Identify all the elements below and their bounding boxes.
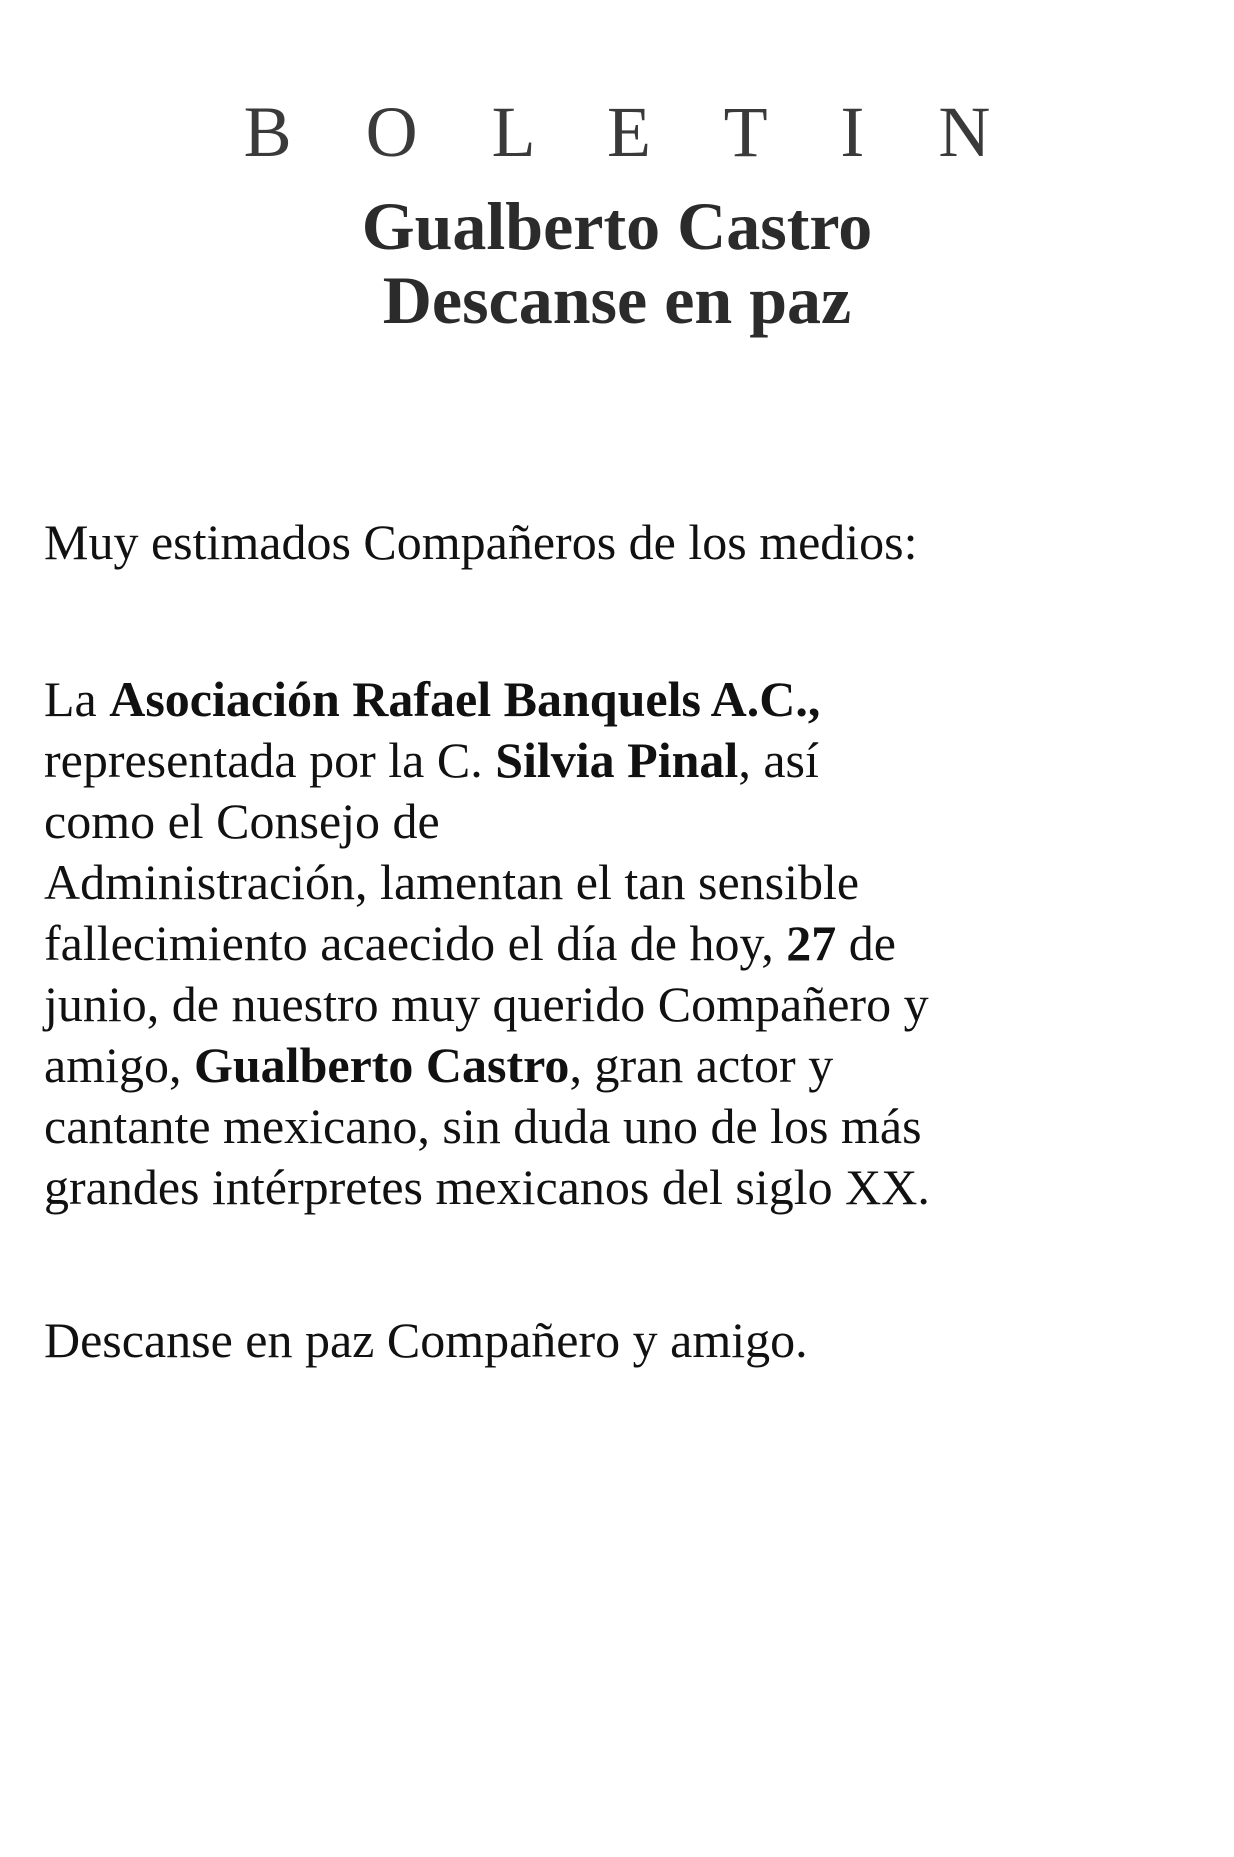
document-body: [0, 512, 1234, 1371]
body-text: representada por la C.: [44, 732, 496, 789]
body-text: , gran actor y: [569, 1037, 834, 1094]
emphasis-text: Asociación Rafael Banquels A.C.,: [109, 671, 821, 728]
salutation-text: Muy estimados Compañeros de los medios:: [44, 514, 918, 571]
body-text: de: [836, 915, 896, 972]
paragraph-line: [44, 669, 1198, 730]
body-text: amigo,: [44, 1037, 194, 1094]
body-text: Administración, lamentan el tan sensible: [44, 854, 860, 911]
rest-in-peace-heading: Descanse en paz: [382, 262, 852, 339]
paragraph-line: [44, 730, 1198, 791]
body-text: como el Consejo de: [44, 793, 440, 850]
body-text: junio, de nuestro muy querido Compañero y: [44, 976, 929, 1033]
paragraph-line: [44, 1157, 1198, 1218]
body-text: fallecimiento acaecido el día de hoy,: [44, 915, 787, 972]
emphasis-text: Silvia Pinal: [495, 732, 739, 789]
bulletin-heading: B O L E T I N: [243, 92, 1019, 172]
paragraph-line: [44, 913, 1198, 974]
main-paragraph: [44, 669, 1198, 1218]
document-header: [0, 0, 1234, 339]
body-text: grandes intérpretes mexicanos del siglo XX.: [44, 1159, 930, 1216]
paragraph-line: [44, 1035, 1198, 1096]
emphasis-text: 27: [786, 915, 837, 972]
paragraph-line: [44, 1096, 1198, 1157]
deceased-name-heading: Gualberto Castro: [361, 188, 873, 264]
paragraph-line: [44, 974, 1198, 1035]
body-text: , así: [738, 732, 819, 789]
paragraph-line: [44, 791, 1198, 852]
paragraph-line: [44, 852, 1198, 913]
closing-text: Descanse en paz Compañero y amigo.: [44, 1312, 808, 1369]
body-text: cantante mexicano, sin duda uno de los más: [44, 1098, 922, 1155]
emphasis-text: Gualberto Castro: [193, 1037, 570, 1094]
body-text: La: [44, 671, 110, 728]
